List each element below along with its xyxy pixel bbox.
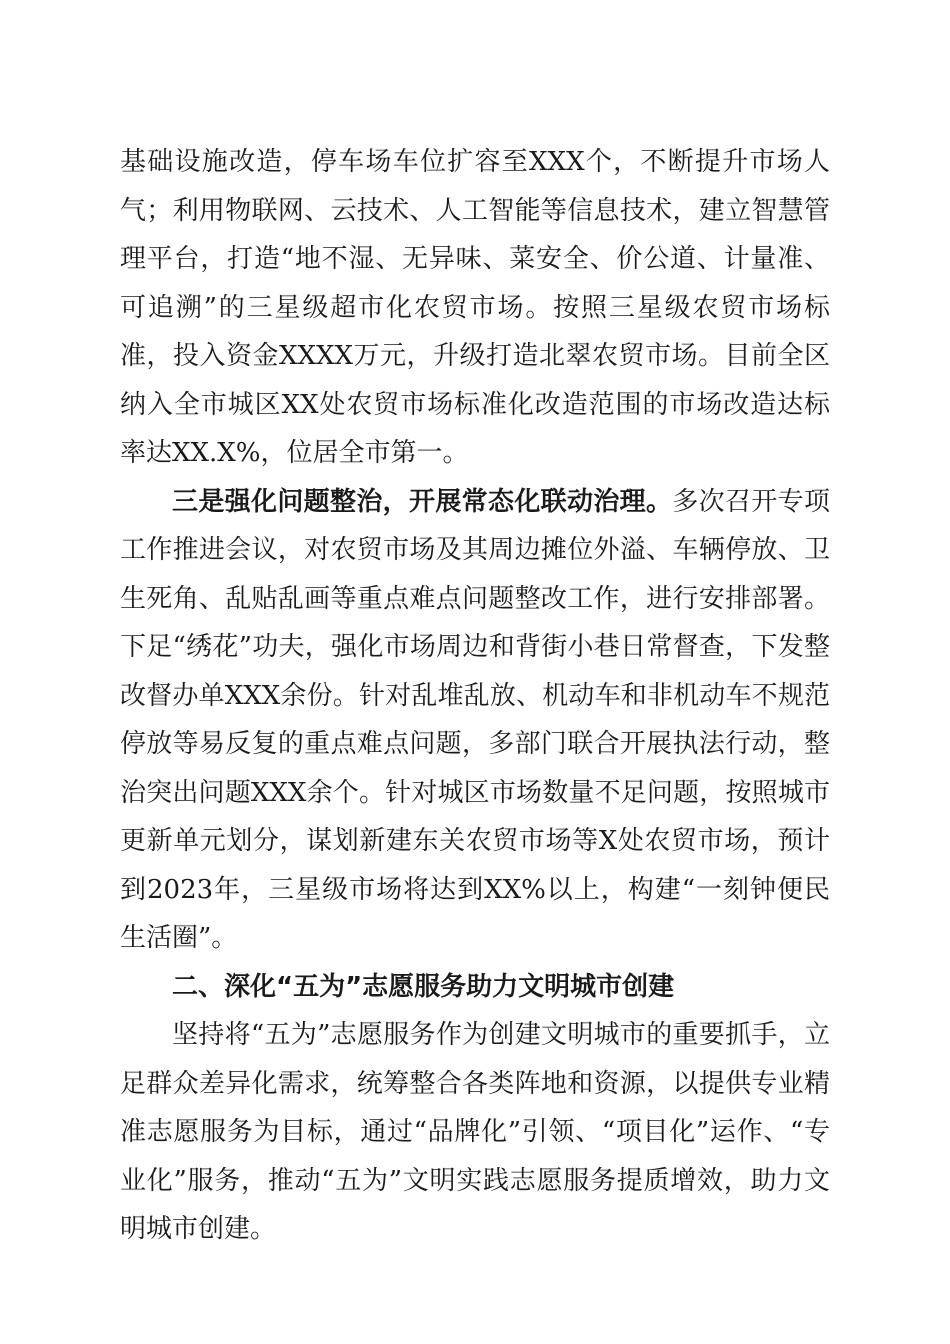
paragraph-volunteer-service: 坚持将“五为”志愿服务作为创建文明城市的重要抓手，立足群众差异化需求，统筹整合各类阵地和资源，以提供专业精准志愿服务为目标，通过“品牌化”引领、“项目化”运作、“专业化”服务，推动“五为”文明实践志愿服务提质增效，助力文明城市创建。 (120, 1020, 830, 1244)
document-body (120, 138, 830, 1254)
paragraph-problem-rectification (120, 478, 830, 963)
paragraph-lead-sentence: 三是强化问题整治，开展常态化联动治理。 (172, 486, 673, 517)
paragraph-body-text: 多次召开专项工作推进会议，对农贸市场及其周边摊位外溢、车辆停放、卫生死角、乱贴乱画等重点难点问题整改工作，进行安排部署。下足“绣花”功夫，强化市场周边和背街小巷日常督查，下发整改督办单XXX余份。针对乱堆乱放、机动车和非机动车不规范停放等易反复的重点难点问题，多部门联合开展执法行动，整治突出问题XXX余个。针对城区市场数量不足问题，按照城市更新单元划分，谋划新建东关农贸市场等X处农贸市场，预计到2023年，三星级市场将达到XX%以上，构建“一刻钟便民生活圈”。 (120, 486, 830, 953)
section-heading: 二、深化“五为”志愿服务助力文明城市创建 (172, 971, 675, 1002)
paragraph-continuation: 基础设施改造，停车场车位扩容至XXX个，不断提升市场人气；利用物联网、云技术、人工智能等信息技术，建立智慧管理平台，打造“地不湿、无异味、菜安全、价公道、计量准、可追溯”的三星级超市化农贸市场。按照三星级农贸市场标准，投入资金XXXX万元，升级打造北翠农贸市场。目前全区纳入全市城区XX处农贸市场标准化改造范围的市场改造达标率达XX.X%，位居全市第一。 (120, 147, 830, 468)
